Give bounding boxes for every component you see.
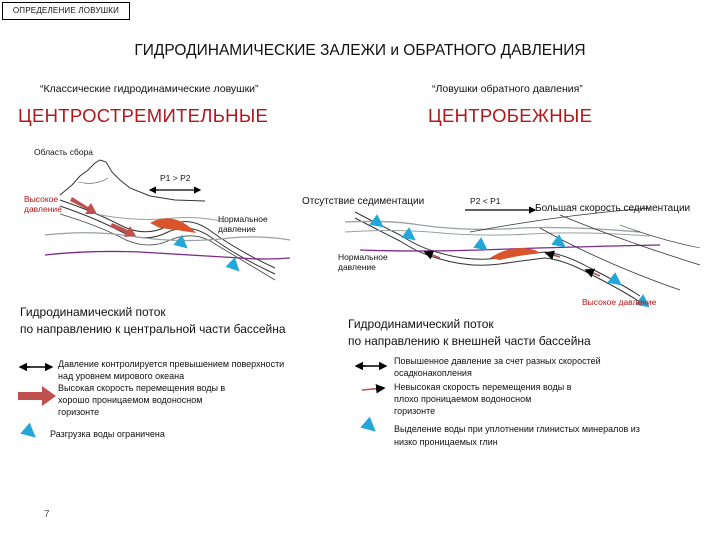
left-subtitle: “Классические гидродинамические ловушки” [40, 83, 259, 95]
right-label-high-sedimentation: Большая скорость седиментации [535, 203, 691, 214]
right-legend-icons [356, 366, 386, 430]
left-strata [45, 200, 290, 280]
left-heading: ЦЕНТРОСТРЕМИТЕЛЬНЫЕ [18, 105, 269, 126]
right-label-high-pressure: Высокое давление [582, 297, 657, 307]
page-number: 7 [44, 509, 50, 520]
left-legend-item-fast-water: Высокая скорость перемещения воды в хорошо проницаемом водоносном горизонте [58, 383, 226, 417]
right-subtitle: “Ловушки обратного давления” [432, 83, 583, 95]
right-heading: ЦЕНТРОБЕЖНЫЕ [428, 105, 593, 126]
right-label-no-sedimentation: Отсутствие седиментации [302, 196, 425, 207]
left-flow-title: Гидродинамический поток по направлению к центральной части бассейна [20, 305, 286, 336]
right-water-arrows [374, 220, 648, 306]
left-legend-item-discharge: Разгрузка воды ограничена [50, 429, 165, 439]
right-label-normal-pressure: Нормальное давление [338, 252, 388, 272]
left-label-pressure: P1 > P2 [160, 173, 191, 183]
left-legend-item-pressure: Давление контролируется превышением поверхности над уровнем мирового океана [58, 359, 285, 381]
right-legend-item-clay-water: Выделение воды при уплотнении глинистых минералов из низко проницаемых глин [394, 424, 640, 447]
left-label-catchment: Область сбора [34, 147, 94, 157]
left-legend-icons [18, 367, 56, 436]
right-label-pressure: P2 < P1 [470, 196, 501, 206]
page-title: ГИДРОДИНАМИЧЕСКИЕ ЗАЛЕЖИ и ОБРАТНОГО ДАВЛЕНИЯ [134, 42, 586, 59]
right-flow-title: Гидродинамический поток по направлению к внешней части бассейна [348, 317, 591, 348]
left-label-normal-pressure: Нормальное давление [218, 214, 268, 234]
right-legend-item-slow-water: Невысокая скорость перемещения воды в плохо проницаемом водоносном горизонте [394, 382, 572, 416]
left-label-high-pressure: Высокое давление [24, 194, 62, 214]
right-legend-item-pressure: Повышенное давление за счет разных скоростей осадконакопления [394, 356, 601, 378]
section-tag: ОПРЕДЕЛЕНИЕ ЛОВУШКИ [2, 2, 130, 20]
